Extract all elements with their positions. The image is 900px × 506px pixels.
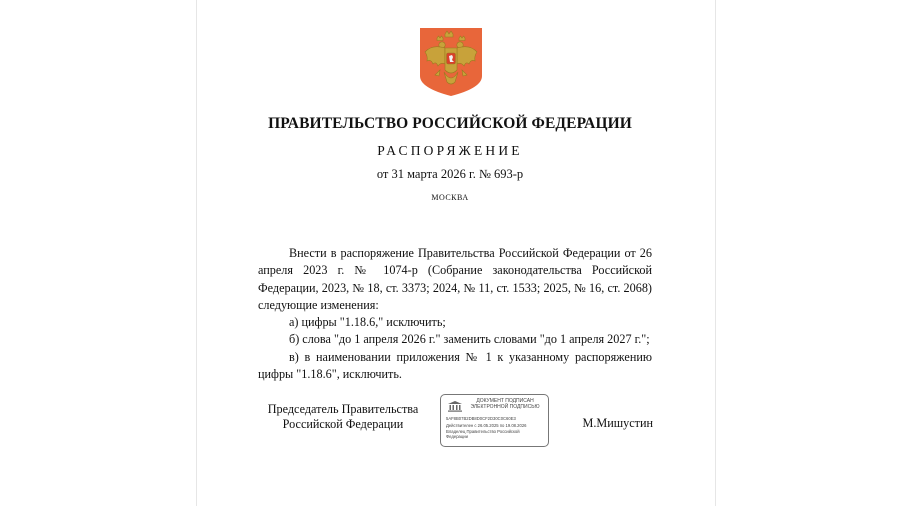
signatory-title xyxy=(258,402,428,432)
signatory-title-line1: Председатель Правительства xyxy=(267,402,419,416)
electronic-signature-stamp xyxy=(440,394,549,447)
body-paragraph-a: а) цифры "1.18.6," исключить; xyxy=(289,315,446,330)
document-type: РАСПОРЯЖЕНИЕ xyxy=(377,143,523,158)
stamp-certificate: 5AF8B07B2DB8D0CF2D30C0C60E3 xyxy=(446,416,516,421)
stamp-validity: Действителен с 26.05.2025 по 19.08.2026 xyxy=(446,423,527,428)
body-paragraph-c: в) в наименовании приложения № 1 к указанному распоряжению цифры "1.18.6", исключить. xyxy=(258,349,652,382)
document-date-number: от 31 марта 2026 г. № 693-р xyxy=(376,167,524,181)
signatory-title-line2: Российской Федерации xyxy=(282,417,404,431)
building-icon xyxy=(447,400,463,412)
stamp-header-line1: ДОКУМЕНТ ПОДПИСАН xyxy=(476,398,534,404)
stamp-owner-line1: Владелец Правительство Российской xyxy=(446,429,520,434)
stamp-owner-line2: Федерации xyxy=(446,434,468,439)
body-paragraph-b: б) слова "до 1 апреля 2026 г." заменить словами "до 1 апреля 2027 г."; xyxy=(289,332,650,347)
document-city: МОСКВА xyxy=(431,193,469,202)
stamp-header-line2: ЭЛЕКТРОННОЙ ПОДПИСЬЮ xyxy=(470,404,540,410)
signatory-name: М.Мишустин xyxy=(582,416,653,430)
stamp-header xyxy=(465,398,545,410)
coat-of-arms-icon xyxy=(418,26,484,98)
document-body xyxy=(258,245,652,383)
organization-title: ПРАВИТЕЛЬСТВО РОССИЙСКОЙ ФЕДЕРАЦИИ xyxy=(268,115,632,132)
body-paragraph-intro: Внести в распоряжение Правительства Российской Федерации от 26 апреля 2023 г. № 1074-р (Собрание законодательства Российской Федерации, 2023, № 18, ст. 3373; 2024, № 11, ст. 1533; 2025, № 16, ст. 2068) следующие изменения: xyxy=(258,246,652,312)
